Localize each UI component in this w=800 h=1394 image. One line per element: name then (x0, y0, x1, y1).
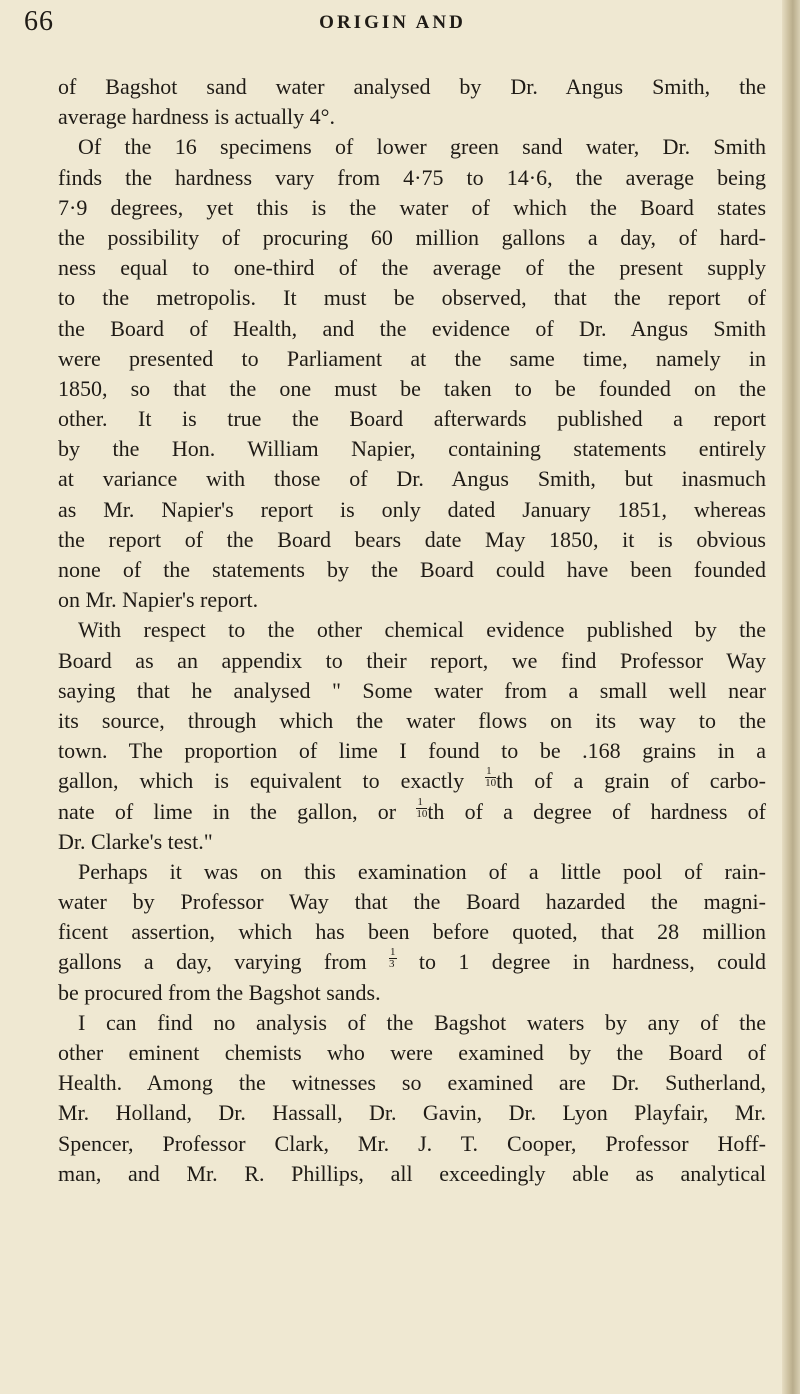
text-line: saying that he analysed " Some water from a small well near (58, 677, 766, 703)
text-line: at variance with those of Dr. Angus Smith, but inasmuch (58, 466, 766, 492)
text-line: 7·9 degrees, yet this is the water of which the Board states (58, 194, 766, 220)
text-line: be procured from the Bagshot sands. (58, 979, 381, 1005)
text-line: other. It is true the Board afterwards published a report (58, 406, 766, 432)
page-number: 66 (24, 6, 54, 37)
text-line: Board as an appendix to their report, we find Professor Way (58, 647, 766, 673)
text-line: of Bagshot sand water analysed by Dr. Angus Smith, the (58, 74, 766, 99)
fraction (416, 797, 427, 820)
fraction-denominator: 10 (416, 807, 428, 820)
text-line: finds the hardness vary from 4·75 to 14·6, the average being (58, 164, 766, 190)
text-segment: th of a degree of hardness of (427, 798, 766, 824)
text-line: With respect to the other chemical evidence published by the (78, 617, 766, 643)
text-line: Dr. Clarke's test." (58, 828, 213, 854)
text-segment: gallons a day, varying from (58, 949, 390, 975)
text-line: town. The proportion of lime I found to be .168 grains in a (58, 738, 766, 764)
text-line: by the Hon. William Napier, containing statements entirely (58, 436, 766, 462)
text-line: average hardness is actually 4°. (58, 104, 335, 130)
text-line: none of the statements by the Board could have been founded (58, 557, 766, 582)
text-line: 1850, so that the one must be taken to be founded on the (58, 375, 766, 401)
text-line: water by Professor Way that the Board hazarded the magni- (58, 889, 766, 915)
fraction-numerator: 1 (485, 766, 496, 778)
page-edge (782, 0, 800, 1394)
fraction-numerator: 1 (416, 797, 427, 809)
fraction-numerator: 1 (390, 946, 396, 959)
text-line: Of the 16 specimens of lower green sand water, Dr. Smith (78, 134, 766, 160)
text-line: on Mr. Napier's report. (58, 587, 259, 613)
text-line: as Mr. Napier's report is only dated January 1851, whereas (58, 496, 766, 522)
text-line: man, and Mr. R. Phillips, all exceedingly able as analytical (58, 1160, 766, 1186)
fraction (485, 766, 496, 789)
text-segment: gallon, which is equivalent to exactly (58, 768, 486, 794)
body-text (58, 72, 766, 1189)
text-line: to the metropolis. It must be observed, that the report of (58, 285, 766, 311)
fraction-denominator: 10 (485, 777, 497, 790)
text-line: the Board of Health, and the evidence of Dr. Angus Smith (58, 315, 766, 341)
text-line: Health. Among the witnesses so examined are Dr. Sutherland, (58, 1070, 766, 1096)
text-line: Spencer, Professor Clark, Mr. J. T. Cooper, Professor Hoff- (58, 1130, 766, 1156)
text-segment: th of a grain of carbo- (496, 768, 766, 794)
text-line: were presented to Parliament at the same time, namely in (58, 345, 766, 371)
fraction (389, 947, 397, 970)
text-line (58, 797, 766, 827)
text-line: ness equal to one-third of the average of the present supply (58, 255, 766, 281)
text-line (58, 947, 766, 977)
text-line: Perhaps it was on this examination of a little pool of rain- (78, 858, 766, 884)
text-line: ficent assertion, which has been before quoted, that 28 million (58, 919, 766, 945)
text-line (58, 766, 766, 796)
text-line: the report of the Board bears date May 1850, it is obvious (58, 526, 766, 552)
running-head: ORIGIN AND (319, 12, 466, 33)
text-line: its source, through which the water flows on its way to the (58, 707, 766, 733)
text-line: other eminent chemists who were examined by the Board of (58, 1040, 766, 1065)
text-line: I can find no analysis of the Bagshot waters by any of the (78, 1009, 766, 1035)
text-line: the possibility of procuring 60 million gallons a day, of hard- (58, 224, 766, 250)
text-segment: to 1 degree in hardness, could (396, 949, 766, 975)
text-segment: nate of lime in the gallon, or (58, 798, 417, 824)
text-line: Mr. Holland, Dr. Hassall, Dr. Gavin, Dr. Lyon Playfair, Mr. (58, 1100, 766, 1126)
fraction-denominator: 3 (389, 958, 395, 971)
